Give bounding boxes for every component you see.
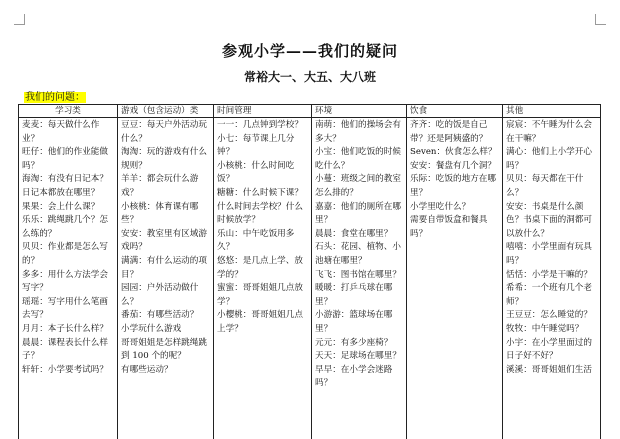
list-item: 需要自带饭盒和餐具吗？: [410, 214, 499, 241]
list-item: 旺仔：他们的作业能做吗？: [22, 146, 114, 173]
list-item: 悠悠：是几点上学、放学的？: [217, 255, 308, 282]
column-cell-food: [407, 118, 503, 439]
list-item: 有哪些运动？: [121, 364, 210, 378]
list-item: 瑶瑶：写字用什么笔画去写？: [22, 296, 114, 323]
list-item: 晨晨：课程表长什么样子？: [22, 337, 114, 364]
column-header-other: 其他: [503, 105, 601, 118]
list-item: 多多：用什么方法学会写字？: [22, 269, 114, 296]
list-item: 满满：有什么运动的项目？: [121, 255, 210, 282]
list-item: 牧牧：中午睡觉吗？: [506, 323, 597, 337]
questions-table: [18, 104, 601, 439]
page-corner-mark-top-right: [595, 14, 606, 25]
list-item: 一一：几点钟到学校？: [217, 119, 308, 133]
page-corner-mark-top-left: [14, 14, 25, 25]
list-item: 石头：花园、植物、小池塘在哪里？: [315, 241, 403, 268]
list-item: 安安：餐盘有几个洞？: [410, 160, 499, 174]
list-item: 羊羊：都会玩什么游戏？: [121, 173, 210, 200]
list-item: 天天：足球场在哪里？: [315, 350, 403, 364]
list-item: 乐乐：跳绳跳几个？怎么练的？: [22, 214, 114, 241]
list-item: 王豆豆：怎么睡觉的？: [506, 309, 597, 323]
list-item: 暖暖：打乒乓球在哪里？: [315, 282, 403, 309]
list-item: 宸宸：不午睡为什么会在干嘛？: [506, 119, 597, 146]
list-item: 乐际：吃饭的地方在哪里？: [410, 173, 499, 200]
list-item: 元元：有多少座椅？: [315, 337, 403, 351]
list-item: 小游游：篮球场在哪里？: [315, 309, 403, 336]
list-item: 麦麦：每天做什么作业？: [22, 119, 114, 146]
list-item: 糖糖：什么时候下课？: [217, 187, 308, 201]
list-item: 南萌：他们的操场会有多大？: [315, 119, 403, 146]
list-item: 早早：在小学会迷路吗？: [315, 364, 403, 391]
column-cell-games: [118, 118, 214, 439]
list-item: 小学里吃什么？: [410, 201, 499, 215]
list-item: 小宝：他们吃饭的时候吃什么？: [315, 146, 403, 173]
list-item: 贝贝：每天都在干什么？: [506, 173, 597, 200]
list-item: 蜜蜜：哥哥姐姐几点放学？: [217, 282, 308, 309]
list-item: 小蔓：班级之间的教室怎么排的？: [315, 173, 403, 200]
list-item: 豆豆：每天户外活动玩什么？: [121, 119, 210, 146]
list-item: 小核桃：体育课有哪些？: [121, 201, 210, 228]
list-item: 希希：一个班有几个老师？: [506, 282, 597, 309]
list-item: 什么时间去学校？什么时候放学？: [217, 201, 308, 228]
column-cell-environment: [312, 118, 407, 439]
list-item: 哥哥姐姐是怎样跳绳跳到 100 个的呢？: [121, 337, 210, 364]
list-item: 满心：他们上小学开心吗？: [506, 146, 597, 173]
section-label: 我们的问题：: [24, 92, 86, 103]
column-header-environment: 环境: [312, 105, 407, 118]
list-item: 嘻嘻：小学里面有玩具吗？: [506, 241, 597, 268]
table-header-row: [19, 105, 601, 118]
list-item: 齐齐：吃的饭是自己带？还是阿姨盛的？: [410, 119, 499, 146]
list-item: 海淘：有没有日记本？日记本都放在哪里？: [22, 173, 114, 200]
list-item: 月月：本子长什么样？: [22, 323, 114, 337]
column-cell-other: [503, 118, 601, 439]
list-item: 小樱桃：哥哥姐姐几点上学？: [217, 309, 308, 336]
list-item: 安安：书桌是什么颜色？书桌下面的洞都可以放什么？: [506, 201, 597, 242]
list-item: 番茄：有哪些活动？: [121, 309, 210, 323]
list-item: 园园：户外活动做什么？: [121, 282, 210, 309]
list-item: 飞飞：图书馆在哪里？: [315, 269, 403, 283]
list-item: 小宇：在小学里面过的日子好不好？: [506, 337, 597, 364]
column-header-time: 时间管理: [214, 105, 312, 118]
column-cell-time: [214, 118, 312, 439]
list-item: 淘淘：玩的游戏有什么规则？: [121, 146, 210, 173]
column-header-food: 饮食: [407, 105, 503, 118]
list-item: Seven：伙食怎么样？: [410, 146, 499, 160]
list-item: 嘉嘉：他们的厕所在哪里？: [315, 201, 403, 228]
column-header-games: 游戏（包含运动）类: [118, 105, 214, 118]
list-item: 恬恬：小学是干嘛的？: [506, 269, 597, 283]
document-subtitle: 常裕大一、大五、大八班: [0, 68, 620, 85]
list-item: 果果：会上什么课？: [22, 201, 114, 215]
list-item: 乐山：中午吃饭用多久？: [217, 228, 308, 255]
column-cell-study: [19, 118, 118, 439]
list-item: 小学玩什么游戏: [121, 323, 210, 337]
table-row: [19, 118, 601, 439]
list-item: 安安：教室里有区域游戏吗？: [121, 228, 210, 255]
list-item: 溪溪：哥哥姐姐们生活: [506, 364, 597, 378]
document-title: 参观小学——我们的疑问: [0, 40, 620, 61]
list-item: 小七：每节课上几分钟？: [217, 133, 308, 160]
list-item: 小核桃：什么时间吃饭？: [217, 160, 308, 187]
list-item: 晨晨：食堂在哪里？: [315, 228, 403, 242]
list-item: 贝贝：作业都是怎么写的？: [22, 241, 114, 268]
list-item: 轩轩：小学要考试吗？: [22, 364, 114, 378]
column-header-study: 学习类: [19, 105, 118, 118]
